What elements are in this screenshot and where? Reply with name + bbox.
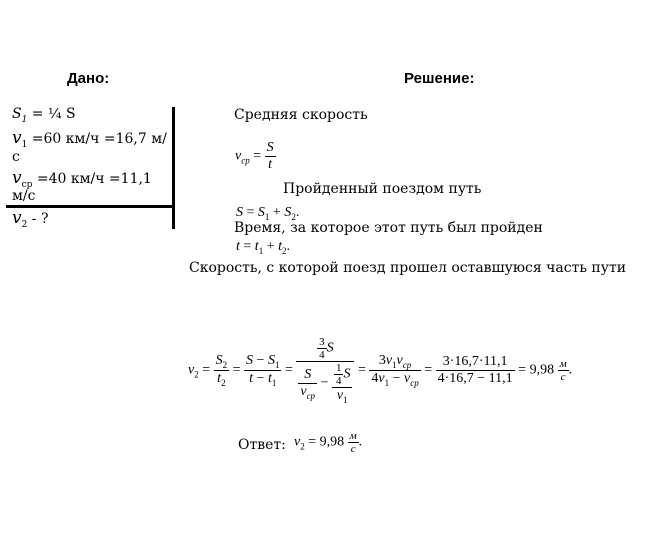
path-label: Пройденный поездом путь bbox=[283, 181, 482, 197]
path-formula: $S = S_1 + S_2$. bbox=[236, 205, 300, 222]
given-line-s1: $S_1$ = ¼ S bbox=[12, 106, 76, 125]
given-vertical-divider bbox=[172, 107, 175, 229]
time-formula: $t = t_1 + t_2$. bbox=[236, 239, 290, 256]
answer-formula: $v_2 = 9,98$ $\frac{м}{с}$ . bbox=[294, 430, 363, 455]
given-line-v1: $v_1 =60$ км/ч =16,7 м/ bbox=[12, 128, 167, 150]
avg-speed-formula: $v_{ср}$ = $\frac{S}{t}$ bbox=[235, 140, 274, 172]
given-line-vavg-unit: м/с bbox=[12, 188, 36, 204]
given-line-v2: $v_2$ - ? bbox=[12, 208, 49, 230]
speed-rest-label: Скорость, с которой поезд прошел оставшуюся часть пути bbox=[189, 260, 627, 276]
avg-speed-label: Средняя скорость bbox=[234, 107, 368, 123]
given-line-vavg: $v_{ср} =40$ км/ч =11,1 bbox=[12, 168, 152, 190]
time-label: Время, за которое этот путь был пройден bbox=[234, 220, 543, 236]
given-line-v1-unit: с bbox=[12, 149, 20, 165]
answer-value: 9,98 bbox=[319, 434, 345, 450]
result-value: 9,98 bbox=[529, 362, 555, 378]
answer-label: Ответ: bbox=[238, 437, 286, 453]
main-formula: $v_2$ = $\frac{S_2}{t_2}$ = $\frac{S - S_1}{t - t_1}$ = $\frac{3}{4}$ S $\frac{S}{v_{ср}}$ − $\frac{1}{4}$ S $v_1$ = $\frac{3v_1v_{ср}}{4v_1 - v_{ср}}$ = $\frac{3\cdot 16,7\cdot 11,1}{4\cdot 16,7 - 11,1}$ = 9,98 $\frac{м}{с}$ . bbox=[188, 336, 573, 405]
given-horizontal-divider bbox=[6, 205, 175, 208]
solution-title: Решение: bbox=[404, 70, 475, 87]
given-title: Дано: bbox=[67, 70, 110, 87]
